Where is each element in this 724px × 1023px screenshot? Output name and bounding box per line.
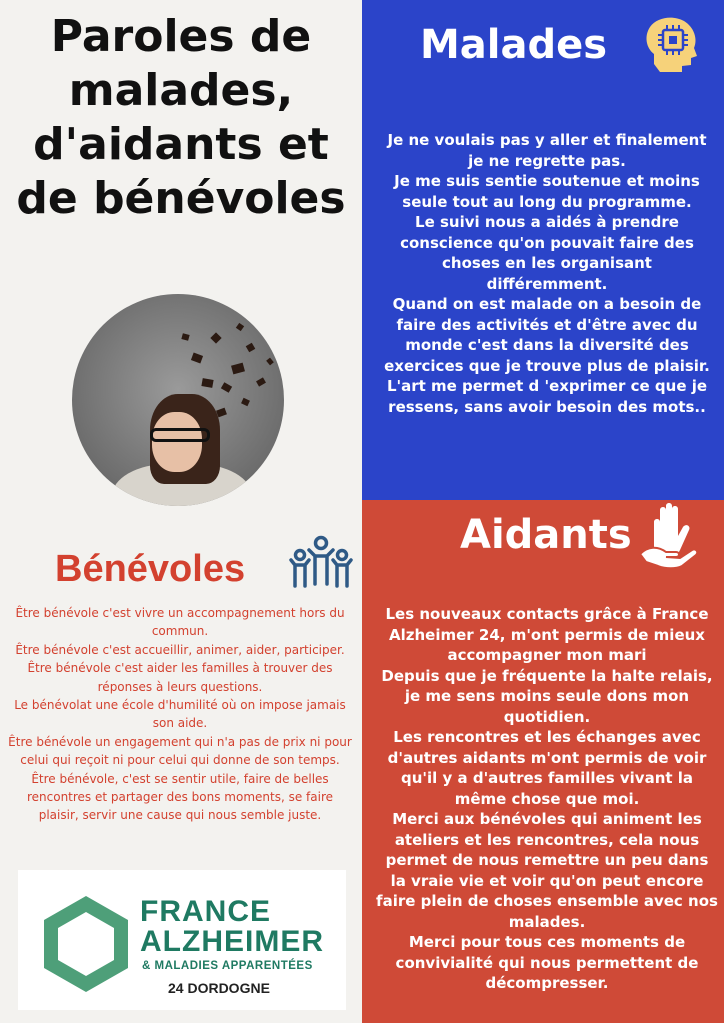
page-title: Paroles de malades, d'aidants et de bénévoles (16, 11, 346, 224)
malades-paragraph: Le suivi nous a aidés à prendre conscience qu'on pouvait faire des choses en les organisant différemment. (400, 213, 694, 293)
benevoles-paragraph: Être bénévole c'est aider les familles à trouver des réponses à leurs questions. (27, 661, 333, 694)
logo-line-2: ALZHEIMER (140, 925, 324, 958)
aidants-text (376, 604, 718, 994)
benevoles-paragraph: Le bénévolat une école d'humilité où on impose jamais son aide. (14, 698, 346, 731)
logo-line-1: FRANCE (140, 895, 271, 928)
logo-line-3: & MALADIES APPARENTÉES (142, 960, 313, 972)
benevoles-paragraph: Être bénévole, c'est se sentir utile, faire de belles rencontres et partager des bons moments, se faire plaisir, servir une cause qui nous semble juste. (26, 771, 334, 823)
benevoles-paragraph: Être bénévole c'est vivre un accompagnement hors du commun. (15, 606, 345, 639)
malades-paragraph: L'art me permet d 'exprimer ce que je ressens, sans avoir besoin des mots.. (386, 377, 708, 416)
aidants-paragraph: Les nouveaux contacts grâce à France Alzheimer 24, m'ont permis de mieux accompagner mon mari (385, 605, 709, 664)
malades-paragraph: Quand on est malade on a besoin de faire des activités et d'être avec du monde c'est dans la diversité des exercices que je trouve plus de plaisir. (384, 295, 710, 375)
aidants-title: Aidants (460, 512, 632, 558)
benevoles-paragraph: Être bénévole c'est accueillir, animer, aider, participer. (15, 642, 345, 657)
benevoles-text (6, 604, 354, 825)
france-alzheimer-logo (18, 870, 346, 1010)
malades-text (380, 130, 714, 417)
aidants-paragraph: Les rencontres et les échanges avec d'autres aidants m'ont permis de voir qu'il y a d'autres familles vivant la même chose que moi. (387, 728, 707, 808)
benevoles-paragraph: Être bénévole un engagement qui n'a pas de prix ni pour celui qui reçoit ni pour celui qui donne de son temps. (8, 734, 352, 768)
woman-photo (72, 294, 284, 506)
malades-paragraph: Je me suis sentie soutenue et moins seule tout au long du programme. (394, 172, 700, 211)
benevoles-title: Bénévoles (55, 548, 246, 590)
malades-title: Malades (420, 22, 608, 68)
aidants-paragraph: Merci pour tous ces moments de convivialité qui nous permettent de décompresser. (395, 933, 699, 992)
logo-line-4: 24 DORDOGNE (168, 980, 270, 996)
head-circuit-icon (640, 12, 702, 74)
malades-paragraph: Je ne voulais pas y aller et finalement je ne regrette pas. (387, 131, 707, 170)
helping-hand-icon (636, 500, 704, 570)
aidants-paragraph: Depuis que je fréquente la halte relais, je me sens moins seule dons mon quotidien. (381, 666, 713, 726)
aidants-paragraph: Merci aux bénévoles qui animent les ateliers et les rencontres, cela nous permet de nous remettre un peu dans la vraie vie et voir qu'on peut encore faire plein de choses ensemble avec nos malades. (376, 810, 718, 931)
people-group-icon (288, 534, 354, 588)
